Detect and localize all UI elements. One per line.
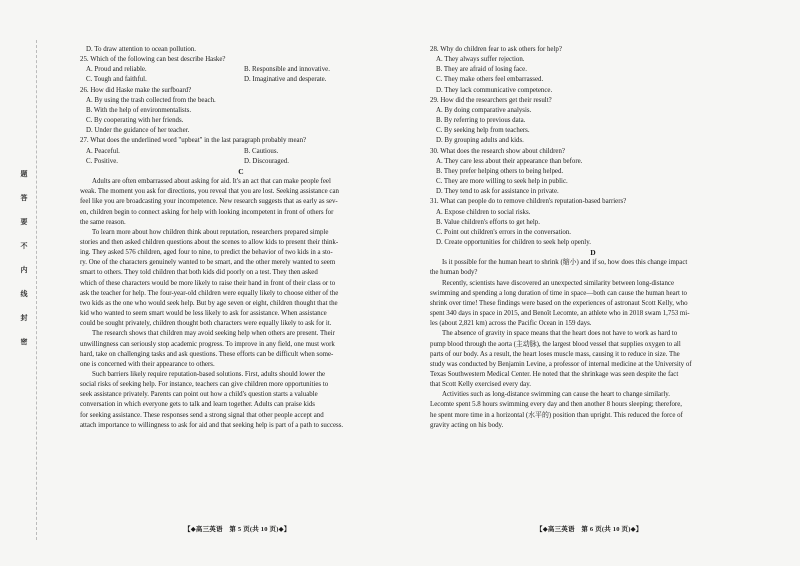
q31-option-d: D. Create opportunities for children to seek help openly.: [436, 238, 591, 246]
q27-option-b: B. Cautious.: [244, 147, 279, 155]
left-column: [80, 45, 402, 431]
text-line: seek assistance privately. Parents can point out how a child's question starts a valuable: [80, 391, 318, 399]
q28-stem: 28. Why do children fear to ask others for help?: [430, 46, 562, 53]
q30-stem: 30. What does the research show about children?: [430, 147, 565, 155]
text-line: study was conducted by Benjamin Levine, a professor of internal medicine at the University of: [430, 360, 692, 368]
q25-options-row1: [80, 65, 402, 75]
text-line: that Scott Kelly exercised every day.: [430, 381, 531, 389]
q31-option-c: C. Point out children's errors in the conversation.: [436, 228, 572, 236]
margin-char: 答: [20, 194, 28, 202]
q29-stem: 29. How did the researchers get their result?: [430, 96, 552, 104]
text-line: the human body?: [430, 269, 478, 277]
q26-option-d: D. Under the guidance of her teacher.: [86, 127, 190, 135]
margin-char: 题: [20, 170, 28, 178]
text-line: ing. They asked 576 children, aged four to nine, to predict the behavior of two kids in a sto-: [80, 249, 333, 257]
text-line: for seeking assistance. These responses send a strong signal that other people accept and: [80, 411, 324, 419]
text-line: Recently, scientists have discovered an unexpected similarity between long-distance: [442, 279, 675, 287]
passage-d-paragraph-2: [430, 279, 756, 330]
q25-stem: 25. Which of the following can best describe Haske?: [80, 56, 226, 64]
margin-char: 线: [20, 290, 28, 298]
q27-stem: 27. What does the underlined word "upbeat" in the last paragraph probably mean?: [80, 137, 307, 145]
q31-option-a: A. Expose children to social risks.: [436, 208, 531, 216]
text-line: which of these characters would be more likely to raise their hand in front of their class or to: [80, 279, 336, 287]
q31-stem: 31. What can people do to remove children's reputation-based barriers?: [430, 198, 627, 206]
text-line: stories and then asked children questions about the scenes to allow kids to present their think-: [80, 238, 339, 246]
q27-option-a: A. Peaceful.: [86, 147, 120, 155]
text-line: spent 340 days in space in 2015, and Benoît Lecomte, an athlete who in 2018 swam 1,753 mi-: [430, 310, 690, 318]
q30-option-d: D. They tend to ask for assistance in private.: [436, 188, 559, 196]
text-line: the same reason.: [80, 218, 126, 226]
q25-options-row2: [80, 75, 402, 85]
text-line: feel like you are broadcasting your incompetence. New research suggests that as early as sev-: [80, 198, 338, 206]
q27-options-row1: [80, 147, 402, 157]
text-line: conversation in which everyone gets to talk and learn together. Adults can praise kids: [80, 401, 315, 409]
q30-option-a: A. They care less about their appearance than before.: [436, 157, 583, 165]
text-line: swimming and spending a long duration of time in space—both can cause the human heart to: [430, 289, 687, 297]
passage-c-paragraph-3: [80, 329, 402, 370]
text-line: two kids as the one who would seek help. But by age seven or eight, children thought that the: [80, 299, 338, 307]
q31-option-b: B. Value children's efforts to get help.: [436, 218, 540, 226]
text-line: ry. One of the characters genuinely wanted to be smart, and the other merely wanted to seem: [80, 259, 336, 267]
text-line: parts of our body. As a result, the heart loses muscle mass, causing it to reduce in size. The: [430, 350, 680, 358]
q29-option-c: C. By seeking help from teachers.: [436, 127, 530, 135]
text-line: ask the teacher for help. The four-year-old children were equally likely to choose either of the: [80, 289, 339, 297]
q27-option-d: D. Discouraged.: [244, 157, 289, 165]
q27-options-row2: [80, 157, 402, 167]
margin-char: 要: [20, 218, 28, 226]
q28-option-c: C. They make others feel embarrassed.: [436, 76, 544, 84]
passage-d-paragraph-4: [430, 390, 756, 431]
q25-option-d: D. Imaginative and desperate.: [244, 76, 327, 84]
text-line: Such barriers likely require reputation-based solutions. First, adults should lower the: [92, 371, 326, 378]
text-line: en, children begin to connect asking for help with looking incompetent in front of others for: [80, 208, 334, 216]
right-column: [430, 45, 756, 431]
q25-option-c: C. Tough and faithful.: [86, 76, 147, 84]
passage-c-paragraph-1: [80, 177, 402, 228]
passage-c-paragraph-4: [80, 370, 402, 431]
text-line: pump blood through the aorta (主动脉), the largest blood vessel that supplies oxygen to all: [430, 340, 681, 348]
page-footer-6: 【◆高三英语 第 6 页(共 10 页)◆】: [536, 526, 643, 533]
text-line: The research shows that children may avoid seeking help when others are present. Their: [92, 330, 335, 338]
text-line: shrink over time! These findings were based on the experiences of astronaut Scott Kelly, who: [430, 299, 688, 307]
q30-option-c: C. They are more willing to seek help in public.: [436, 178, 568, 186]
passage-d-paragraph-1: [430, 258, 756, 278]
margin-char: 封: [20, 314, 28, 322]
binding-line: [36, 40, 37, 540]
text-line: les (about 2,821 km) across the Pacific Ocean in 159 days.: [430, 320, 592, 328]
q28-option-b: B. They are afraid of losing face.: [436, 66, 527, 74]
q26-stem: 26. How did Haske make the surfboard?: [80, 86, 192, 94]
text-line: kid who wanted to seem smart would be less likely to ask for assistance. When assistance: [80, 310, 327, 318]
q28-option-a: A. They always suffer rejection.: [436, 56, 525, 64]
q26-option-a: A. By using the trash collected from the beach.: [86, 96, 216, 104]
q27-option-c: C. Positive.: [86, 157, 118, 165]
text-line: could be sought privately, children thought both characters were equally likely to ask for it.: [80, 320, 332, 328]
q30-option-b: B. They prefer helping others to being helped.: [436, 167, 564, 175]
binding-margin-notice: [18, 170, 30, 400]
q26-option-c: C. By cooperating with her friends.: [86, 117, 184, 125]
q28-option-d: D. They lack communicative competence.: [436, 86, 553, 94]
text-line: Lecomte spent 5.8 hours swimming every day and then another 8 hours sleeping; therefore,: [430, 401, 683, 409]
text-line: To learn more about how children think about reputation, researchers prepared simple: [92, 228, 329, 236]
section-heading-c: C: [238, 166, 244, 176]
margin-char: 不: [20, 242, 28, 250]
q29-option-a: A. By doing comparative analysis.: [436, 106, 532, 114]
q29-option-b: B. By referring to previous data.: [436, 117, 526, 125]
q29-option-d: D. By grouping adults and kids.: [436, 137, 524, 145]
text-line: gravity acting on his body.: [430, 421, 504, 429]
passage-d-paragraph-3: [430, 329, 756, 390]
margin-char: 密: [20, 338, 28, 346]
text-line: one is concerned with their appearance to others.: [80, 360, 215, 368]
q25-option-b: B. Responsible and innovative.: [244, 66, 330, 74]
text-line: he spent more time in a horizontal (水平的) position than upright. This reduced the force of: [430, 411, 683, 419]
page-footer-5: 【◆高三英语 第 5 页(共 10 页)◆】: [184, 526, 291, 533]
text-line: Is it possible for the human heart to shrink (缩小) and if so, how does this change impact: [442, 259, 688, 267]
text-line: Activities such as long-distance swimming can cause the heart to change similarly.: [442, 391, 671, 399]
text-line: The absence of gravity in space means that the heart does not have to work as hard to: [442, 330, 678, 338]
text-line: smart to others. They told children that both kids did poorly on a test. They then asked: [80, 269, 318, 277]
text-line: social risks of seeking help. For instance, teachers can give children more opportunities to: [80, 381, 329, 389]
q26-option-b: B. With the help of environmentalists.: [86, 106, 192, 114]
section-heading-d: D: [590, 248, 596, 258]
margin-char: 内: [20, 266, 28, 274]
text-line: attach importance to willingness to ask for aid and that seeking help is part of a path to success.: [80, 421, 344, 429]
text-line: Adults are often embarrassed about asking for aid. It's an act that can make people feel: [92, 178, 331, 186]
passage-c-paragraph-2: [80, 228, 402, 330]
text-line: weak. The moment you ask for directions, you reveal that you are lost. Seeking assistance can: [80, 188, 339, 196]
text-line: unwillingness can seriously stop academic progress. To improve in any field, one must work: [80, 340, 335, 348]
q24-option-d: D. To draw attention to ocean pollution.: [86, 46, 197, 53]
text-line: Texas Southwestern Medical Center. He noted that the shrinkage was seen despite the fact: [430, 371, 679, 378]
q25-option-a: A. Proud and reliable.: [86, 66, 147, 74]
text-line: hard, take on challenging tasks and ask questions. These efforts can be difficult when some-: [80, 350, 334, 358]
